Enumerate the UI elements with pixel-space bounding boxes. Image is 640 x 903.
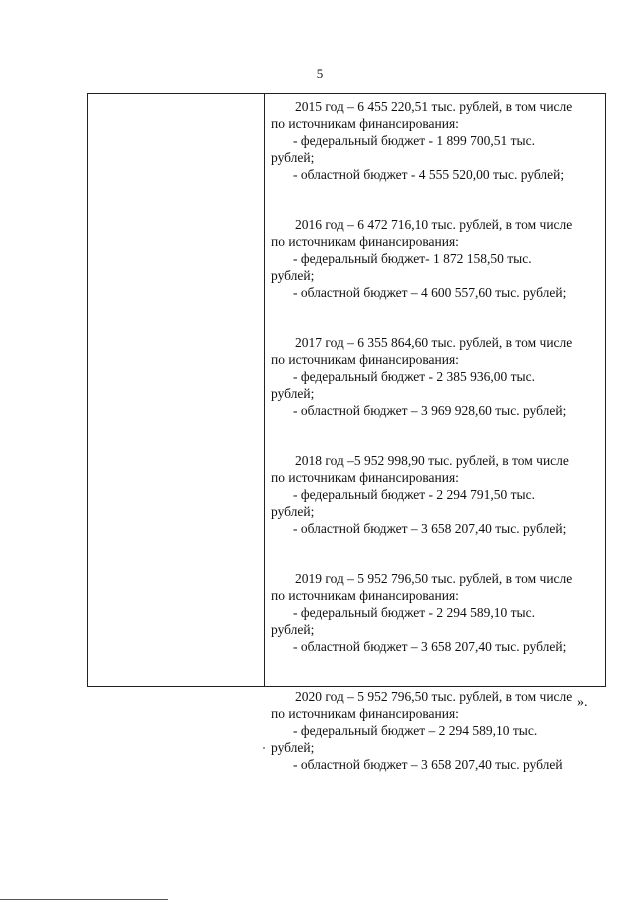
closing-quote: ».	[577, 695, 588, 710]
federal-budget-unit: рублей;	[271, 150, 315, 165]
federal-budget-line: - федеральный бюджет - 1 899 700,51 тыс.	[293, 133, 535, 148]
federal-budget-line: - федеральный бюджет - 2 294 791,50 тыс.	[293, 487, 535, 502]
funding-sources-label: по источникам финансирования:	[271, 116, 459, 131]
federal-budget-unit: рублей;	[271, 622, 315, 637]
year-total: 2020 год – 5 952 796,50 тыс. рублей, в том числе	[295, 689, 573, 704]
table-right-cell	[271, 94, 599, 773]
regional-budget-line: - областной бюджет – 3 658 207,40 тыс. рублей;	[293, 521, 567, 536]
year-block-2015	[271, 98, 599, 183]
regional-budget-line: - областной бюджет – 4 600 557,60 тыс. рублей;	[293, 285, 567, 300]
federal-budget-line: - федеральный бюджет- 1 872 158,50 тыс.	[293, 251, 532, 266]
year-block-2019	[271, 570, 599, 655]
regional-budget-line: - областной бюджет – 3 658 207,40 тыс. рублей;	[293, 639, 567, 654]
federal-budget-line: - федеральный бюджет - 2 294 589,10 тыс.	[293, 605, 535, 620]
year-total: 2017 год – 6 355 864,60 тыс. рублей, в том числе	[295, 335, 573, 350]
funding-table	[87, 93, 606, 772]
funding-sources-label: по источникам финансирования:	[271, 234, 459, 249]
federal-budget-line: - федеральный бюджет - 2 385 936,00 тыс.	[293, 369, 535, 384]
funding-sources-label: по источникам финансирования:	[271, 588, 459, 603]
federal-budget-unit: рублей;	[271, 504, 315, 519]
federal-budget-unit: рублей;	[271, 740, 315, 755]
funding-sources-label: по источникам финансирования:	[271, 352, 459, 367]
federal-budget-line: - федеральный бюджет – 2 294 589,10 тыс.	[293, 723, 538, 738]
funding-sources-label: по источникам финансирования:	[271, 470, 459, 485]
year-block-2017	[271, 334, 599, 419]
regional-budget-line: - областной бюджет – 3 658 207,40 тыс. рублей	[293, 757, 563, 772]
scan-speck	[263, 747, 265, 749]
year-total: 2015 год – 6 455 220,51 тыс. рублей, в том числе	[295, 99, 573, 114]
regional-budget-line: - областной бюджет – 3 969 928,60 тыс. рублей;	[293, 403, 567, 418]
funding-sources-label: по источникам финансирования:	[271, 706, 459, 721]
year-total: 2019 год – 5 952 796,50 тыс. рублей, в том числе	[295, 571, 573, 586]
year-block-2018	[271, 452, 599, 537]
regional-budget-line: - областной бюджет - 4 555 520,00 тыс. рублей;	[293, 167, 565, 182]
footer-rule	[0, 899, 168, 900]
year-block-2016	[271, 216, 599, 301]
page-number: 5	[316, 66, 324, 81]
table-left-cell	[88, 94, 265, 686]
year-block-2020	[271, 688, 599, 773]
federal-budget-unit: рублей;	[271, 268, 315, 283]
year-total: 2018 год –5 952 998,90 тыс. рублей, в том числе	[295, 453, 569, 468]
federal-budget-unit: рублей;	[271, 386, 315, 401]
year-total: 2016 год – 6 472 716,10 тыс. рублей, в том числе	[295, 217, 573, 232]
